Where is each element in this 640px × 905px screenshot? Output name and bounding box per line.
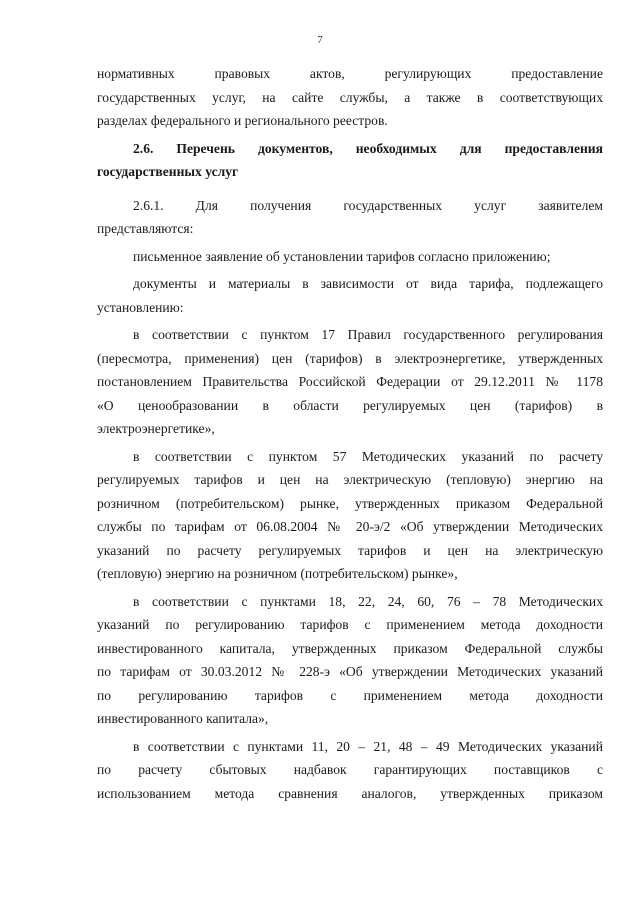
text-line: в соответствии с пунктами 11, 20 – 21, 48 – 49 Методических указаний xyxy=(133,738,603,754)
page-number: 7 xyxy=(317,34,323,46)
text-line: по тарифам от 30.03.2012 № 228-э «Об утверждении Методических указаний xyxy=(97,664,603,679)
text-line: службы по тарифам от 06.08.2004 № 20-э/2 «Об утверждении Методических xyxy=(97,519,603,534)
paragraph-written-application xyxy=(97,245,603,269)
text-line: по регулированию тарифов с применением метода доходности xyxy=(97,687,603,703)
text-line: государственных услуг, на сайте службы, а также в соответствующих xyxy=(97,89,603,105)
text-line: письменное заявление об установлении тарифов согласно приложению; xyxy=(133,248,551,264)
paragraph-guidelines-18-78 xyxy=(97,590,603,731)
text-line: розничном (потребительском) рынке, утвержденных приказом Федеральной xyxy=(97,495,603,511)
text-line: использованием метода сравнения аналогов, утвержденных приказом xyxy=(97,785,603,801)
paragraph-intro xyxy=(97,62,603,133)
text-line: «О ценообразовании в области регулируемых цен (тарифов) в xyxy=(97,397,603,413)
text-line: (тепловую) энергию на розничном (потребительском) рынке», xyxy=(97,566,458,581)
text-line: постановлением Правительства Российской Федерации от 29.12.2011 № 1178 xyxy=(97,374,603,389)
text-line: 2.6.1. Для получения государственных услуг заявителем xyxy=(133,197,603,213)
text-line: (пересмотра, применения) цен (тарифов) в электроэнергетике, утвержденных xyxy=(97,350,603,366)
text-line: в соответствии с пунктом 57 Методических указаний по расчету xyxy=(133,448,603,464)
text-line: разделах федерального и регионального реестров. xyxy=(97,113,388,128)
section-heading xyxy=(97,137,603,184)
text-line: инвестированного капитала», xyxy=(97,711,269,726)
heading-line: государственных услуг xyxy=(97,164,239,179)
text-line: по расчету сбытовых надбавок гарантирующих поставщиков с xyxy=(97,762,603,777)
text-line: в соответствии с пунктом 17 Правил государственного регулирования xyxy=(133,327,603,342)
paragraph-guidelines-11-49 xyxy=(97,735,603,806)
text-line: указаний по расчету регулируемых тарифов и цен на электрическую xyxy=(97,542,603,558)
text-line: представляются: xyxy=(97,221,194,236)
text-line: инвестированного капитала, утвержденных приказом Федеральной службы xyxy=(97,640,603,656)
paragraph-documents-materials xyxy=(97,272,603,319)
text-line: регулируемых тарифов и цен на электрическую (тепловую) энергию на xyxy=(97,472,603,487)
text-line: документы и материалы в зависимости от вида тарифа, подлежащего xyxy=(133,276,603,291)
text-line: в соответствии с пунктами 18, 22, 24, 60, 76 – 78 Методических xyxy=(133,593,603,609)
document-body xyxy=(97,62,603,805)
paragraph-rules-17 xyxy=(97,323,603,441)
text-line: электроэнергетике», xyxy=(97,421,215,436)
text-line: нормативных правовых актов, регулирующих предоставление xyxy=(97,66,603,81)
paragraph-clause-2-6-1 xyxy=(97,194,603,241)
text-line: установлению: xyxy=(97,299,184,315)
heading-line: 2.6. Перечень документов, необходимых для предоставления xyxy=(133,140,603,156)
text-line: указаний по регулированию тарифов с применением метода доходности xyxy=(97,617,603,632)
paragraph-guidelines-57 xyxy=(97,445,603,586)
